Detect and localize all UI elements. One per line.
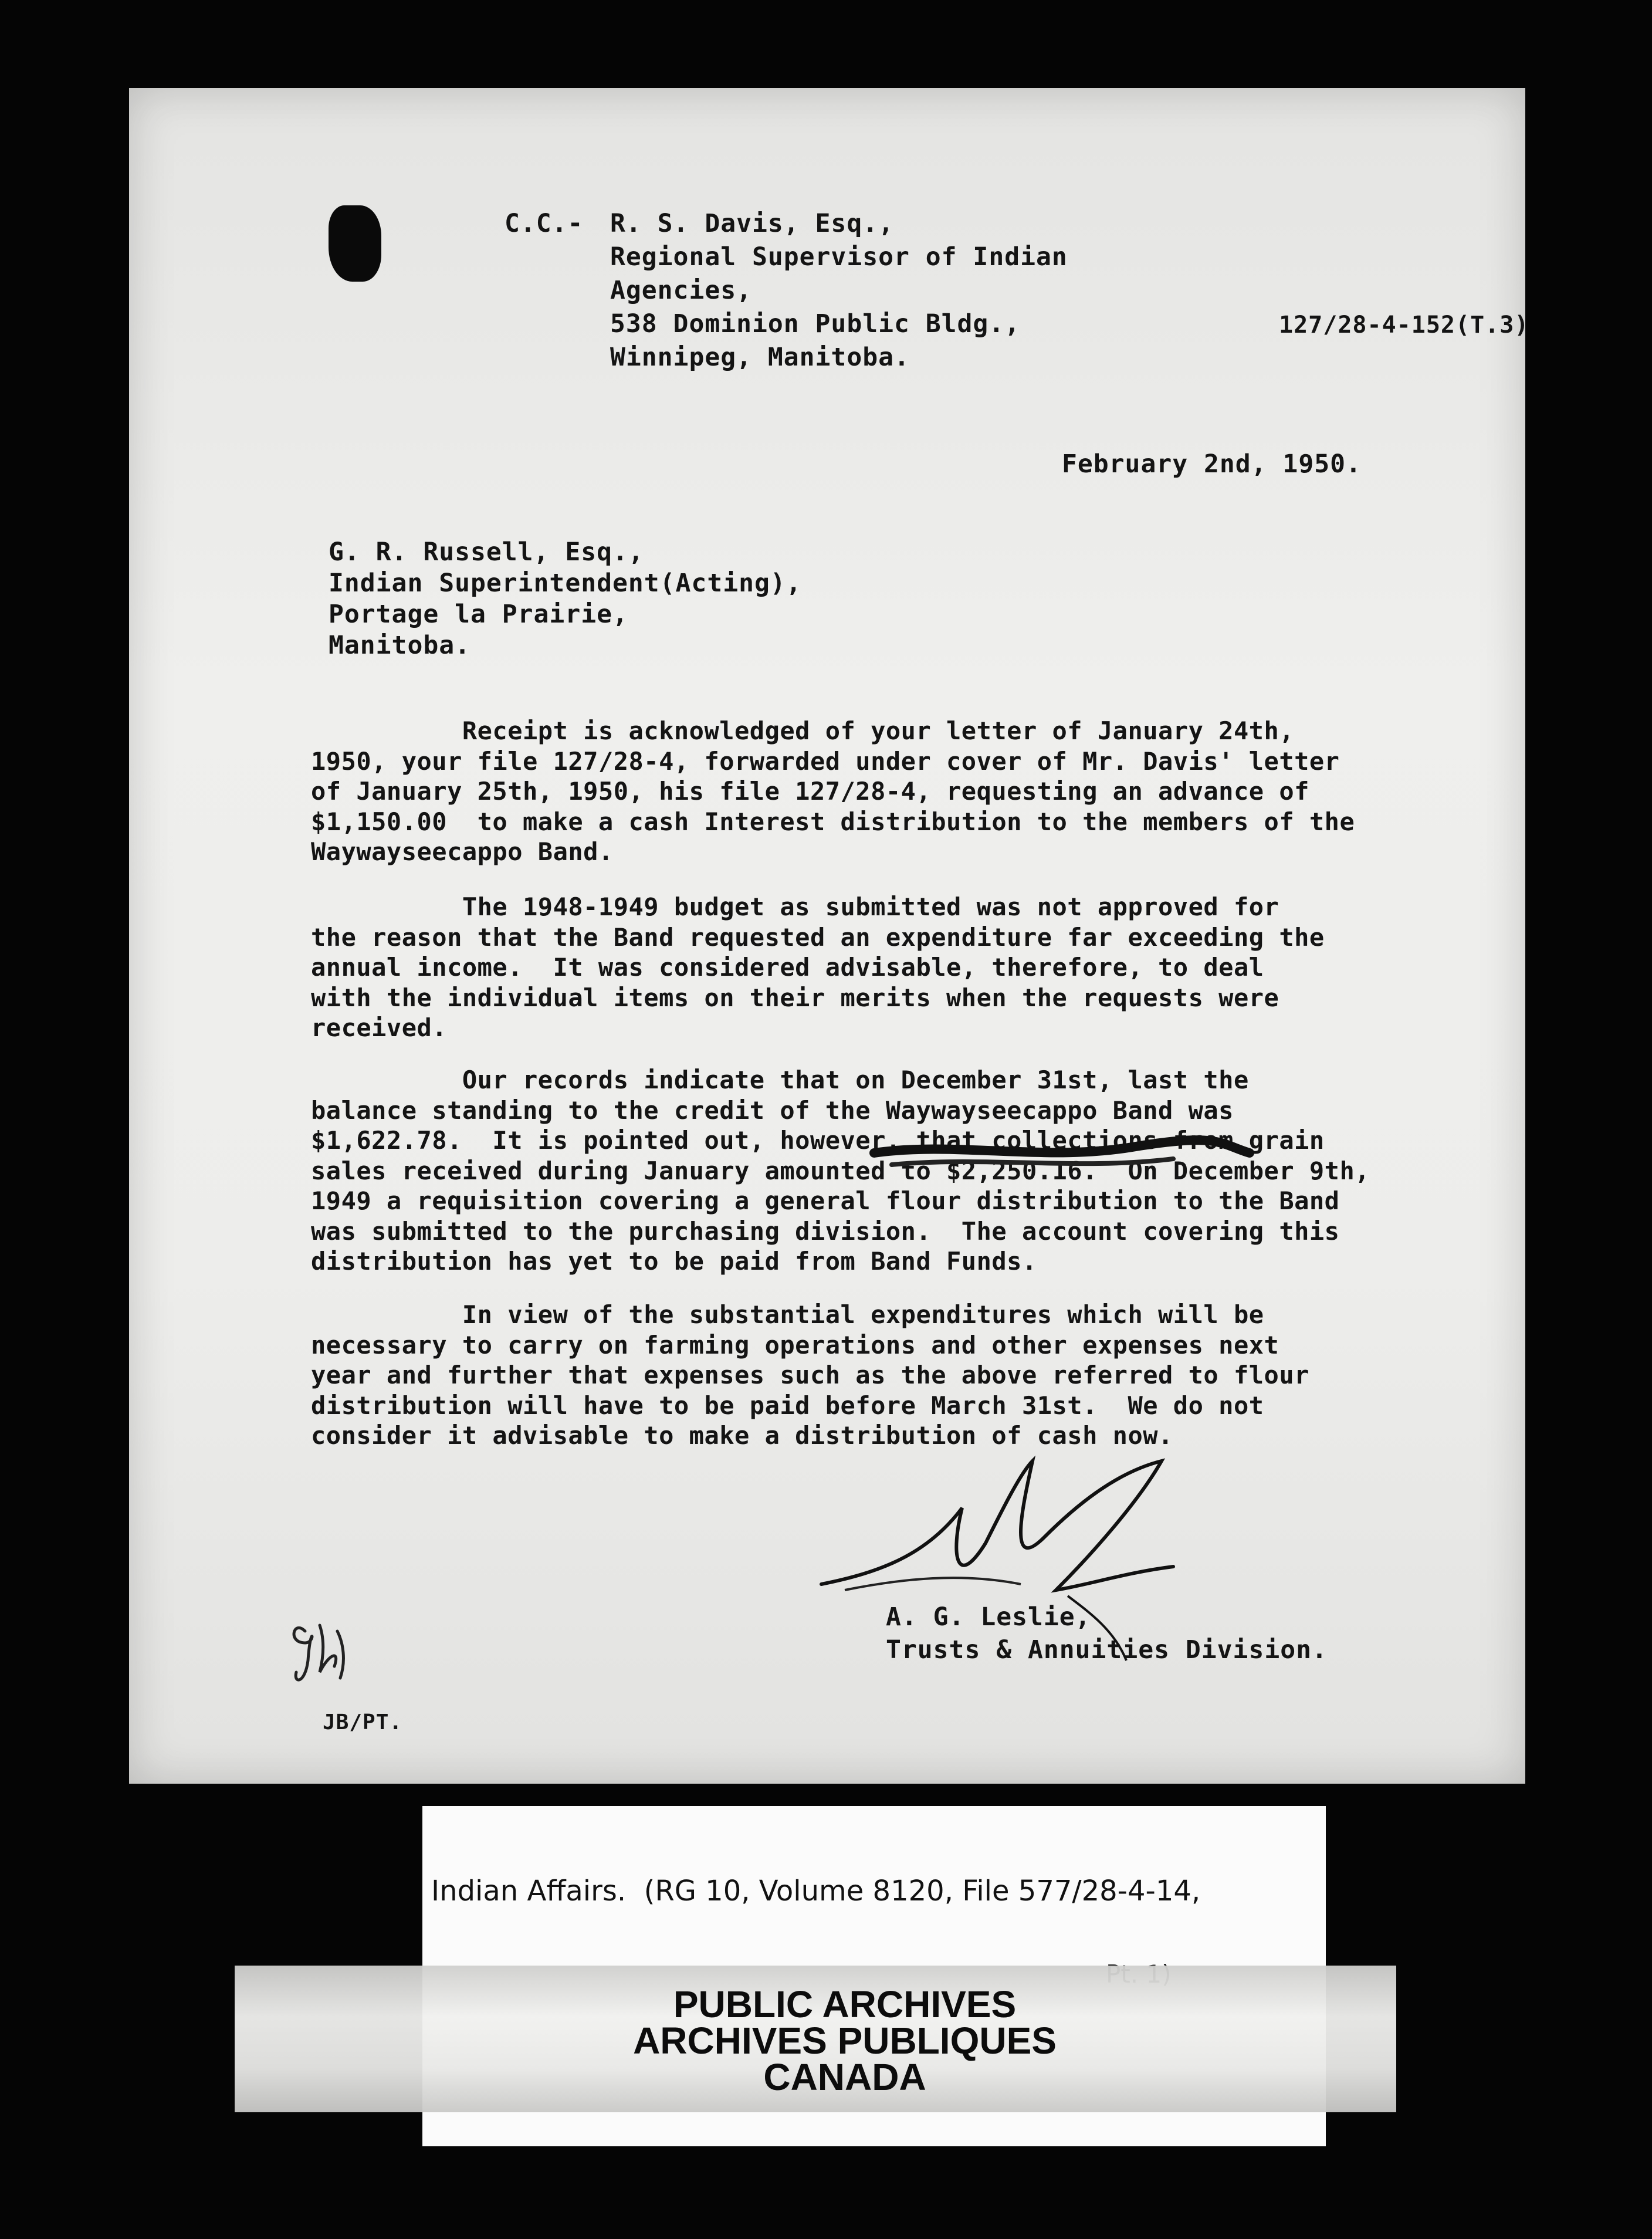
letter-date: February 2nd, 1950. bbox=[1062, 449, 1362, 479]
paragraph-line: was submitted to the purchasing division. The account covering this bbox=[311, 1216, 1340, 1246]
paragraph-line: 1950, your file 127/28-4, forwarded under cover of Mr. Davis' letter bbox=[311, 746, 1340, 776]
paragraph-line: necessary to carry on farming operations and other expenses next bbox=[311, 1330, 1279, 1359]
paragraph-line: of January 25th, 1950, his file 127/28-4, requesting an advance of bbox=[311, 777, 1309, 806]
paragraph-line: sales received during January amounted to $2,250.16. On December 9th, bbox=[311, 1156, 1370, 1185]
paragraph-2 bbox=[311, 892, 1390, 1043]
paragraph-line: $1,150.00 to make a cash Interest distribution to the members of the bbox=[311, 807, 1355, 836]
paragraph-4 bbox=[311, 1300, 1390, 1451]
file-reference: 127/28-4-152(T.3) bbox=[1279, 312, 1529, 339]
paragraph-line: distribution has yet to be paid from Band Funds. bbox=[311, 1247, 1037, 1276]
addressee-line-3: Portage la Prairie, bbox=[329, 600, 628, 629]
addressee-line-4: Manitoba. bbox=[329, 631, 470, 660]
paragraph-line: The 1948-1949 budget as submitted was not approved for bbox=[311, 892, 1279, 921]
paragraph-line: annual income. It was considered advisable, therefore, to deal bbox=[311, 953, 1264, 982]
archives-stamp bbox=[587, 1983, 1103, 2098]
punch-hole bbox=[329, 205, 381, 282]
paragraph-line: year and further that expenses such as the above referred to flour bbox=[311, 1361, 1309, 1389]
paragraph-line: Receipt is acknowledged of your letter of January 24th, bbox=[311, 716, 1295, 745]
paragraph-line: received. bbox=[311, 1013, 448, 1042]
cc-line-5: Winnipeg, Manitoba. bbox=[610, 343, 910, 372]
paragraph-1 bbox=[311, 716, 1390, 867]
paragraph-line: balance standing to the credit of the Waywayseecappo Band was bbox=[311, 1095, 1234, 1125]
signatory-division: Trusts & Annuities Division. bbox=[886, 1635, 1328, 1665]
stamp-line-2: ARCHIVES PUBLIQUES bbox=[633, 2020, 1057, 2062]
archive-reference: Indian Affairs. (RG 10, Volume 8120, File 577/28-4-14, bbox=[431, 1875, 1201, 1907]
paragraph-line: the reason that the Band requested an expenditure far exceeding the bbox=[311, 922, 1325, 952]
signatory-name: A. G. Leslie, bbox=[886, 1602, 1091, 1632]
paragraph-line: $1,622.78. It is pointed out, however, that collections from grain bbox=[311, 1126, 1325, 1155]
ink-strikethrough bbox=[868, 1129, 1255, 1182]
cc-line-3: Agencies, bbox=[610, 276, 752, 305]
cc-prefix: C.C.- bbox=[505, 209, 584, 238]
addressee-line-1: G. R. Russell, Esq., bbox=[329, 537, 644, 567]
paragraph-line: 1949 a requisition covering a general flour distribution to the Band bbox=[311, 1186, 1340, 1215]
cc-line-1: R. S. Davis, Esq., bbox=[610, 209, 894, 238]
paragraph-line: with the individual items on their merits when the requests were bbox=[311, 983, 1279, 1012]
paragraph-line: In view of the substantial expenditures which will be bbox=[311, 1300, 1264, 1329]
addressee-line-2: Indian Superintendent(Acting), bbox=[329, 569, 802, 598]
stamp-line-3: CANADA bbox=[763, 2056, 926, 2098]
paragraph-line: Our records indicate that on December 31st, last the bbox=[311, 1066, 1249, 1094]
paragraph-line: consider it advisable to make a distribution of cash now. bbox=[311, 1421, 1173, 1450]
paragraph-line: distribution will have to be paid before March 31st. We do not bbox=[311, 1391, 1264, 1420]
letter-page bbox=[129, 88, 1529, 1784]
handwritten-initials bbox=[287, 1608, 352, 1696]
paragraph-line: Waywayseecappo Band. bbox=[311, 837, 614, 866]
typist-initials: JB/PT. bbox=[323, 1710, 403, 1734]
cc-line-4: 538 Dominion Public Bldg., bbox=[610, 309, 1021, 339]
stamp-line-1: PUBLIC ARCHIVES bbox=[673, 1983, 1017, 2025]
cc-line-2: Regional Supervisor of Indian bbox=[610, 242, 1068, 272]
